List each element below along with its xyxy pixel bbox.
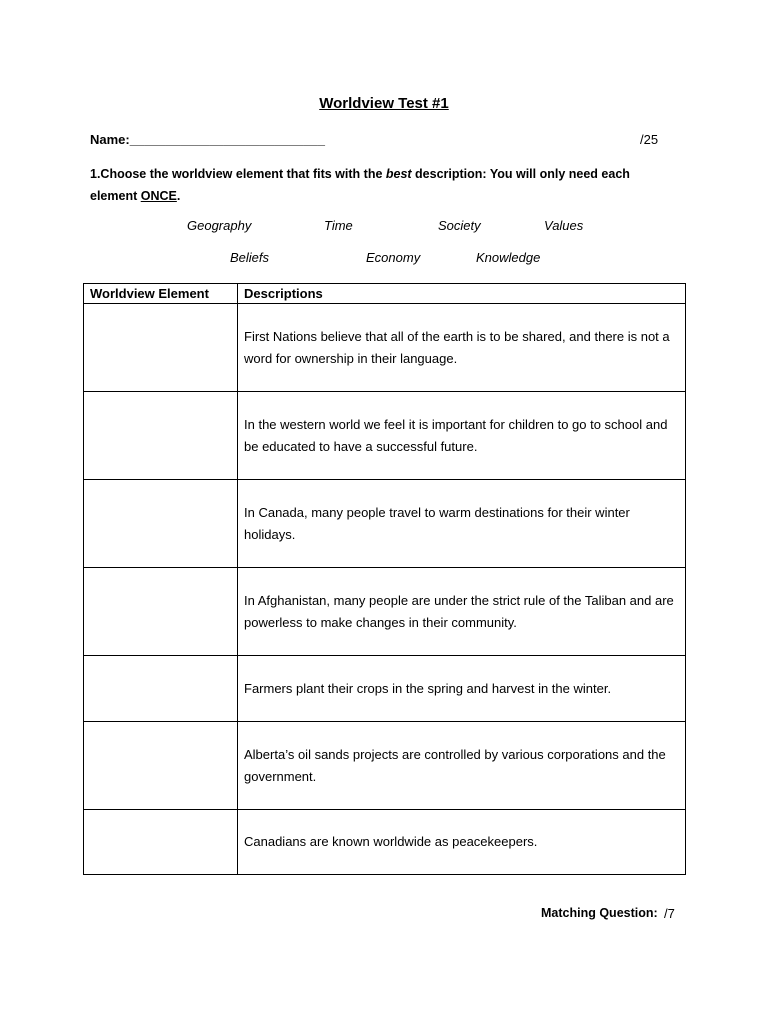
description-cell: In the western world we feel it is important for children to go to school and be educated to have a successful future.: [238, 392, 686, 480]
total-score: /25: [640, 132, 659, 147]
answer-cell[interactable]: [84, 480, 238, 568]
instructions-emphasis: best: [385, 167, 412, 181]
word-bank-item-society: Society: [438, 218, 481, 233]
question-instructions: [90, 163, 670, 207]
header-worldview-element: Worldview Element: [84, 284, 238, 304]
word-bank-item-knowledge: Knowledge: [476, 250, 541, 265]
description-cell: Canadians are known worldwide as peacekeepers.: [238, 810, 686, 875]
table-row: [84, 480, 686, 568]
word-bank-item-values: Values: [544, 218, 584, 233]
matching-question-label: Matching Question:: [541, 906, 658, 920]
table-row: [84, 392, 686, 480]
name-field[interactable]: Name:___________________________: [90, 132, 325, 147]
table-row: [84, 568, 686, 656]
answer-cell[interactable]: [84, 392, 238, 480]
page-title: Worldview Test #1: [319, 95, 449, 112]
instructions-text-2: description: You will only need each element: [90, 167, 630, 203]
word-bank-item-geography: Geography: [187, 218, 252, 233]
description-cell: First Nations believe that all of the earth is to be shared, and there is not a word for ownership in their language.: [238, 304, 686, 392]
answer-cell[interactable]: [84, 568, 238, 656]
instructions-text-3: .: [176, 189, 181, 203]
word-bank-item-economy: Economy: [366, 250, 421, 265]
table-row: [84, 810, 686, 875]
answer-cell[interactable]: [84, 810, 238, 875]
answer-cell[interactable]: [84, 304, 238, 392]
answer-cell[interactable]: [84, 656, 238, 722]
header-descriptions: Descriptions: [238, 284, 686, 304]
matching-question-score: /7: [664, 906, 675, 921]
worldview-table: [83, 283, 686, 875]
description-cell: Farmers plant their crops in the spring and harvest in the winter.: [238, 656, 686, 722]
word-bank-item-beliefs: Beliefs: [230, 250, 270, 265]
answer-cell[interactable]: [84, 722, 238, 810]
table-row: [84, 304, 686, 392]
instructions-text-1: 1.Choose the worldview element that fits with the: [90, 167, 386, 181]
description-cell: In Canada, many people travel to warm destinations for their winter holidays.: [238, 480, 686, 568]
description-cell: In Afghanistan, many people are under the strict rule of the Taliban and are powerless to make changes in their community.: [238, 568, 686, 656]
table-row: [84, 722, 686, 810]
word-bank-item-time: Time: [324, 218, 353, 233]
table-row: [84, 656, 686, 722]
description-cell: Alberta’s oil sands projects are controlled by various corporations and the government.: [238, 722, 686, 810]
instructions-underlined: ONCE: [140, 189, 177, 203]
